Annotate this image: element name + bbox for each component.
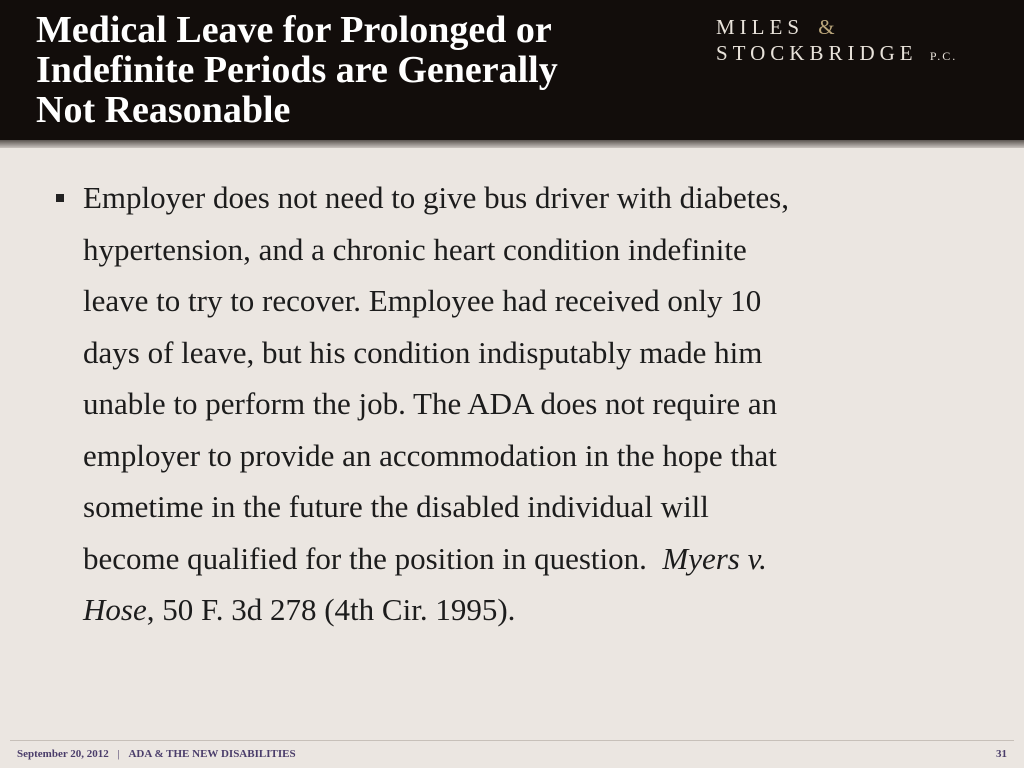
title-line: Indefinite Periods are Generally bbox=[36, 49, 558, 91]
bullet-line: hypertension, and a chronic heart condition indefinite bbox=[83, 231, 747, 267]
slide-header bbox=[0, 0, 1024, 140]
footer-divider bbox=[10, 740, 1014, 741]
slide-title bbox=[36, 10, 696, 130]
title-line: Not Reasonable bbox=[36, 89, 291, 131]
logo-bottom-line bbox=[716, 40, 957, 69]
bullet-line: employer to provide an accommodation in the hope that bbox=[83, 437, 777, 473]
bullet-line: leave to try to recover. Employee had received only 10 bbox=[83, 283, 762, 318]
bullet-line: Employer does not need to give bus driver with diabetes, bbox=[83, 180, 789, 215]
case-name-italic: Myers v. bbox=[662, 540, 767, 576]
firm-logo bbox=[716, 14, 957, 69]
square-bullet-icon bbox=[56, 194, 64, 202]
footer-title: ADA & THE NEW DISABILITIES bbox=[128, 748, 296, 760]
logo-word-miles: MILES bbox=[716, 15, 804, 39]
case-name-italic: Hose bbox=[83, 592, 147, 627]
logo-word-stockbridge: STOCKBRIDGE bbox=[716, 41, 918, 65]
header-divider bbox=[0, 140, 1024, 148]
footer-separator: | bbox=[117, 748, 120, 760]
bullet-line: sometime in the future the disabled individual will bbox=[83, 489, 709, 524]
bullet-item bbox=[56, 172, 966, 636]
bullet-text bbox=[83, 172, 963, 636]
slide-footer bbox=[17, 748, 1007, 760]
case-citation: , 50 F. 3d 278 (4th Cir. 1995). bbox=[146, 592, 516, 627]
logo-suffix: P.C. bbox=[929, 49, 958, 63]
slide-body bbox=[56, 172, 966, 636]
bullet-line: unable to perform the job. The ADA does not require an bbox=[83, 386, 778, 421]
title-line: Medical Leave for Prolonged or bbox=[36, 9, 552, 51]
footer-date: September 20, 2012 bbox=[17, 748, 109, 760]
logo-ampersand: & bbox=[818, 15, 840, 39]
page-number: 31 bbox=[996, 748, 1007, 760]
bullet-line bbox=[83, 533, 963, 585]
bullet-line bbox=[83, 584, 963, 636]
bullet-line: days of leave, but his condition indisputably made him bbox=[83, 334, 763, 370]
bullet-line-text: become qualified for the position in question. bbox=[83, 540, 663, 576]
logo-top-line bbox=[716, 14, 957, 40]
